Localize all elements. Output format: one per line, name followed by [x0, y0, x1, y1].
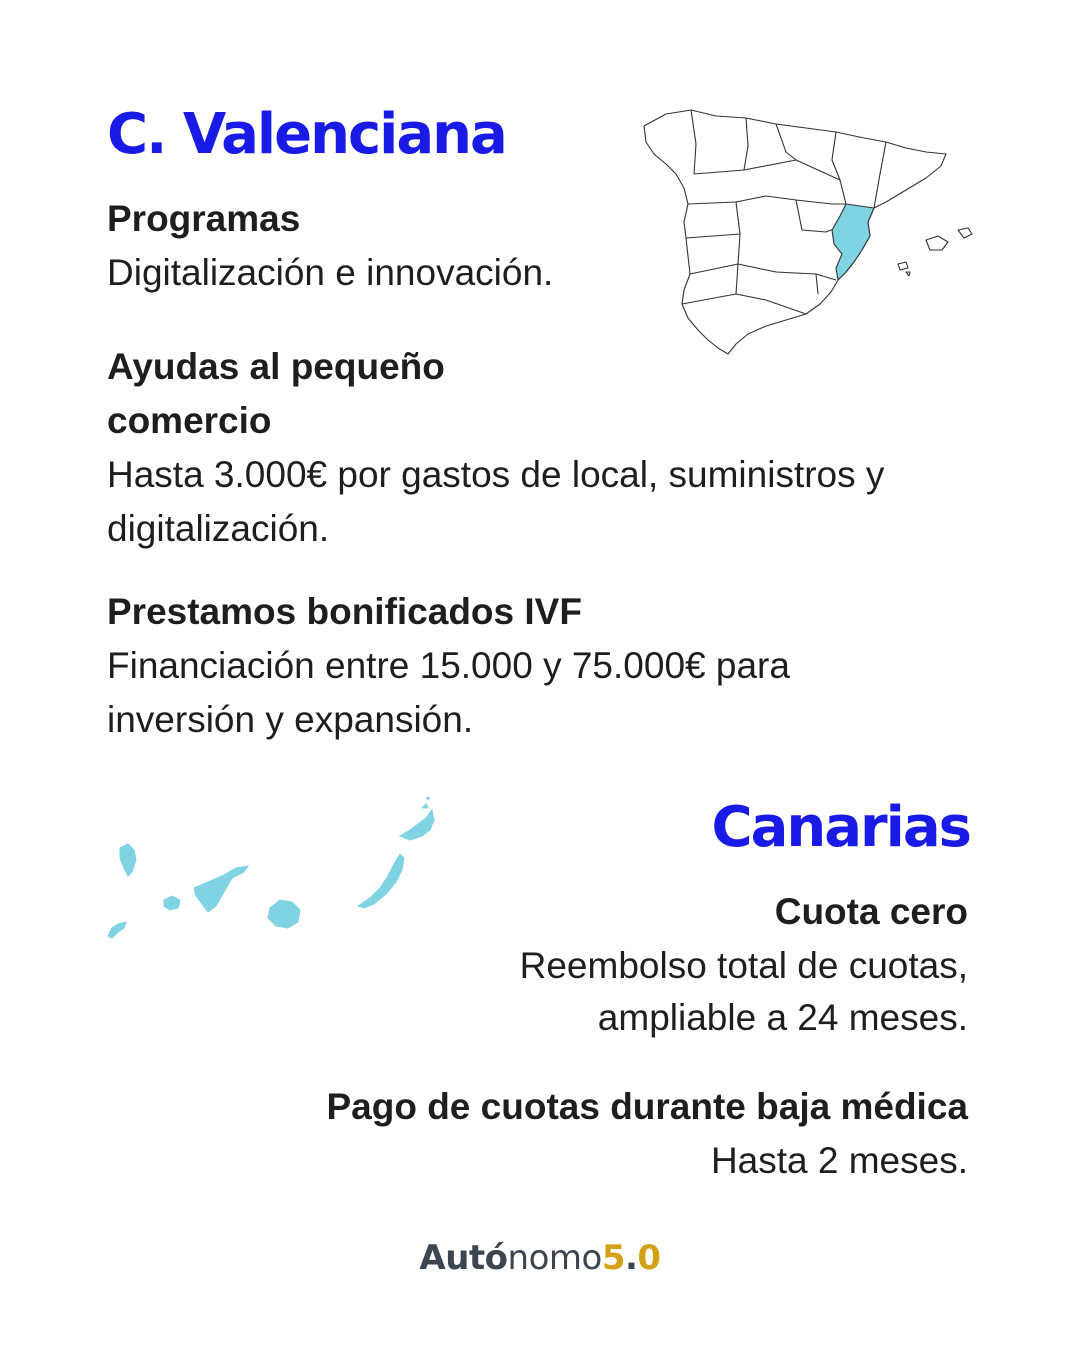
- programas-body: Digitalización e innovación.: [107, 252, 554, 293]
- logo-part2: nomo: [507, 1238, 602, 1278]
- prestamos-body-line2: inversión y expansión.: [107, 699, 474, 740]
- cuota-cero-body-line2: ampliable a 24 meses.: [597, 997, 968, 1038]
- ayudas-title-line1: Ayudas al pequeño: [107, 346, 445, 387]
- prestamos-body-line1: Financiación entre 15.000 y 75.000€ para: [107, 645, 790, 686]
- ayudas-title-line2: comercio: [107, 400, 272, 441]
- autonomo50-logo: [0, 1238, 1080, 1278]
- canary-islands-map-icon: [104, 796, 444, 946]
- logo-five: 5: [601, 1238, 625, 1278]
- logo-part1: Autó: [419, 1238, 508, 1278]
- logo-dot: .: [625, 1238, 638, 1278]
- programas-title: Programas: [107, 198, 301, 239]
- ayudas-body-line2: digitalización.: [107, 508, 330, 549]
- canarias-title: Canarias: [711, 795, 970, 860]
- spain-map-icon: [636, 104, 976, 360]
- valenciana-title: C. Valenciana: [107, 102, 506, 167]
- baja-medica-title: Pago de cuotas durante baja médica: [326, 1086, 968, 1127]
- cuota-cero-title: Cuota cero: [774, 891, 968, 932]
- cuota-cero-body-line1: Reembolso total de cuotas,: [519, 945, 968, 986]
- baja-medica-body: Hasta 2 meses.: [710, 1140, 968, 1181]
- prestamos-title: Prestamos bonificados IVF: [107, 591, 582, 632]
- ayudas-body-line1: Hasta 3.000€ por gastos de local, suministros y: [107, 454, 885, 495]
- logo-zero: 0: [637, 1238, 661, 1278]
